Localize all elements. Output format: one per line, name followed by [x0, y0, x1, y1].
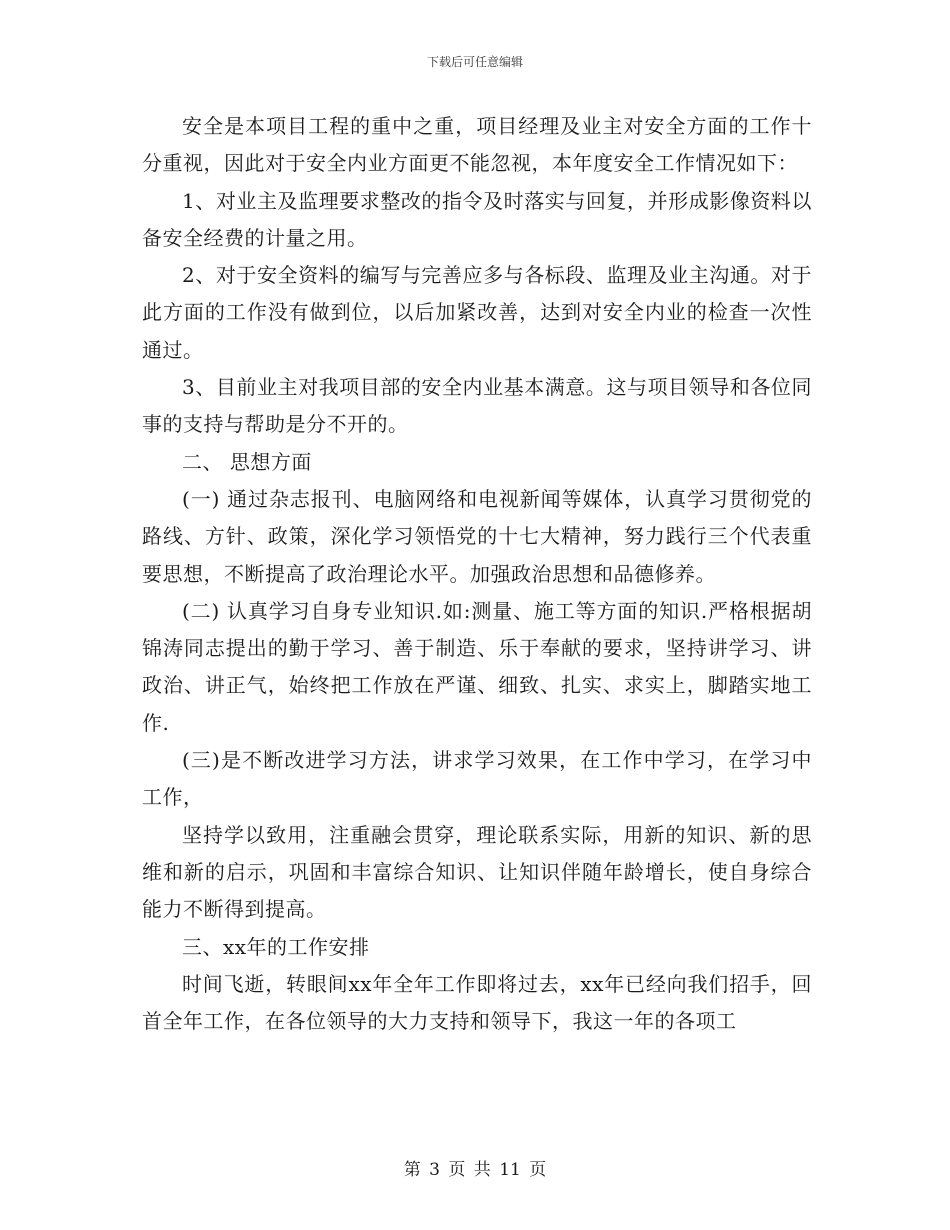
page-header: 下载后可任意编辑 — [426, 55, 523, 69]
paragraph-sub-3-continued: 坚持学以致用，注重融会贯穿，理论联系实际，用新的知识、新的思维和新的启示，巩固和丰富综合知识、让知识伴随年龄增长，使自身综合能力不断得到提高。 — [142, 822, 812, 922]
document-body — [142, 108, 812, 1040]
paragraph-item-2: 2、对于安全资料的编写与完善应多与各标段、监理及业主沟通。对于此方面的工作没有做到位，以后加紧改善，达到对安全内业的检查一次性通过。 — [142, 263, 812, 362]
paragraph-item-1: 1、对业主及监理要求整改的指令及时落实与回复，并形成影像资料以备安全经费的计量之用。 — [142, 188, 812, 250]
paragraph-item-3: 3、目前业主对我项目部的安全内业基本满意。这与项目领导和各位同事的支持与帮助是分不开的。 — [142, 375, 812, 437]
paragraph-safety-intro: 安全是本项目工程的重中之重，项目经理及业主对安全方面的工作十分重视，因此对于安全内业方面更不能忽视，本年度安全工作情况如下： — [142, 114, 812, 176]
paragraph-sub-1: (一) 通过杂志报刊、电脑网络和电视新闻等媒体，认真学习贯彻党的路线、方针、政策，深化学习领悟党的十七大精神，努力践行三个代表重要思想，不断提高了政治理论水平。加强政治思想和品德修养。 — [142, 486, 812, 586]
paragraph-work-plan: 时间飞逝，转眼间xx年全年工作即将过去，xx年已经向我们招手，回首全年工作，在各位领导的大力支持和领导下，我这一年的各项工 — [142, 971, 812, 1034]
section-heading-ideology: 二、 思想方面 — [182, 449, 312, 474]
page-number: 第 3 页 共 11 页 — [403, 1160, 547, 1180]
paragraph-sub-2: (二) 认真学习自身专业知识.如:测量、施工等方面的知识.严格根据胡锦涛同志提出的勤于学习、善于制造、乐于奉献的要求，坚持讲学习、讲政治、讲正气，始终把工作放在严谨、细致、扎实、求实上，脚踏实地工作. — [142, 598, 812, 735]
paragraph-sub-3: (三)是不断改进学习方法，讲求学习效果，在工作中学习，在学习中工作， — [142, 748, 812, 810]
section-heading-work-plan: 三、xx年的工作安排 — [182, 934, 370, 959]
